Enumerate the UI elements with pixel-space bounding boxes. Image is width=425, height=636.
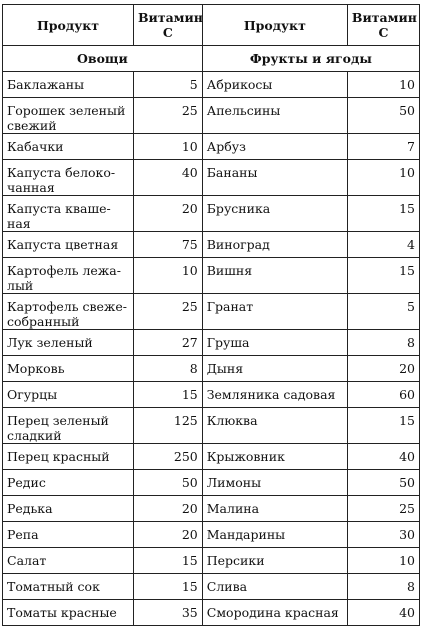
table-row [3,98,420,134]
vegetable-vitamin-c-cell: 15 [133,548,202,574]
fruit-vitamin-c-cell: 4 [347,232,419,258]
vegetable-name-cell: Морковь [3,356,134,382]
fruit-vitamin-c-cell: 7 [347,134,419,160]
fruit-vitamin-c-cell: 50 [347,470,419,496]
fruit-name-cell: Брусника [202,196,347,232]
vegetable-vitamin-c-cell: 15 [133,574,202,600]
vegetable-name-cell: Перец зеленый сладкий [3,408,134,444]
fruit-name-cell: Земляника садовая [202,382,347,408]
fruit-vitamin-c-cell: 50 [347,98,419,134]
table-row [3,496,420,522]
section-fruits-berries: Фрукты и ягоды [202,46,419,72]
fruit-vitamin-c-cell: 25 [347,496,419,522]
vegetable-name-cell: Огурцы [3,382,134,408]
vegetable-vitamin-c-cell: 40 [133,160,202,196]
vegetable-vitamin-c-cell: 75 [133,232,202,258]
fruit-vitamin-c-cell: 15 [347,408,419,444]
vegetable-vitamin-c-cell: 8 [133,356,202,382]
vegetable-name-cell: Редис [3,470,134,496]
table-row [3,470,420,496]
fruit-name-cell: Вишня [202,258,347,294]
fruit-vitamin-c-cell: 10 [347,72,419,98]
vegetable-vitamin-c-cell: 125 [133,408,202,444]
fruit-vitamin-c-cell: 60 [347,382,419,408]
vegetable-name-cell: Капуста белоко-чанная [3,160,134,196]
table-row [3,382,420,408]
fruit-name-cell: Слива [202,574,347,600]
vegetable-vitamin-c-cell: 20 [133,196,202,232]
vegetable-vitamin-c-cell: 25 [133,98,202,134]
vegetable-vitamin-c-cell: 20 [133,522,202,548]
fruit-name-cell: Клюква [202,408,347,444]
vegetable-name-cell: Репа [3,522,134,548]
vegetable-name-cell: Томаты красные [3,600,134,626]
fruit-name-cell: Бананы [202,160,347,196]
vegetable-name-cell: Салат [3,548,134,574]
fruit-vitamin-c-cell: 40 [347,600,419,626]
table-row [3,408,420,444]
fruit-vitamin-c-cell: 10 [347,548,419,574]
fruit-vitamin-c-cell: 30 [347,522,419,548]
vegetable-name-cell: Горошек зеленый свежий [3,98,134,134]
table-row [3,294,420,330]
table-row [3,548,420,574]
header-product-right: Продукт [202,5,347,46]
table-row [3,522,420,548]
table-row [3,72,420,98]
header-product-left: Продукт [3,5,134,46]
table-row [3,134,420,160]
fruit-name-cell: Апельсины [202,98,347,134]
fruit-vitamin-c-cell: 20 [347,356,419,382]
fruit-name-cell: Крыжовник [202,444,347,470]
table-row [3,196,420,232]
fruit-vitamin-c-cell: 15 [347,196,419,232]
vegetable-name-cell: Капуста цветная [3,232,134,258]
fruit-vitamin-c-cell: 5 [347,294,419,330]
header-vitamin-right: Витамин С [347,5,419,46]
vegetable-name-cell: Лук зеленый [3,330,134,356]
fruit-name-cell: Малина [202,496,347,522]
vegetable-vitamin-c-cell: 10 [133,134,202,160]
fruit-vitamin-c-cell: 10 [347,160,419,196]
fruit-name-cell: Мандарины [202,522,347,548]
vegetable-vitamin-c-cell: 250 [133,444,202,470]
table-row [3,574,420,600]
table-row [3,258,420,294]
vitamin-c-table [2,4,420,626]
vegetable-vitamin-c-cell: 25 [133,294,202,330]
table-row [3,232,420,258]
fruit-name-cell: Гранат [202,294,347,330]
table-header-row [3,5,420,46]
vegetable-vitamin-c-cell: 50 [133,470,202,496]
vegetable-vitamin-c-cell: 5 [133,72,202,98]
fruit-name-cell: Виноград [202,232,347,258]
vegetable-name-cell: Редька [3,496,134,522]
fruit-name-cell: Лимоны [202,470,347,496]
vegetable-vitamin-c-cell: 27 [133,330,202,356]
fruit-vitamin-c-cell: 15 [347,258,419,294]
table-row [3,330,420,356]
fruit-vitamin-c-cell: 8 [347,574,419,600]
vegetable-name-cell: Картофель свеже-собранный [3,294,134,330]
vegetable-name-cell: Капуста кваше-ная [3,196,134,232]
fruit-name-cell: Груша [202,330,347,356]
section-vegetables: Овощи [3,46,203,72]
fruit-vitamin-c-cell: 8 [347,330,419,356]
vegetable-vitamin-c-cell: 35 [133,600,202,626]
fruit-name-cell: Дыня [202,356,347,382]
fruit-name-cell: Смородина красная [202,600,347,626]
fruit-name-cell: Персики [202,548,347,574]
vegetable-name-cell: Томатный сок [3,574,134,600]
vegetable-name-cell: Кабачки [3,134,134,160]
fruit-vitamin-c-cell: 40 [347,444,419,470]
vegetable-vitamin-c-cell: 10 [133,258,202,294]
table-row [3,600,420,626]
vegetable-vitamin-c-cell: 15 [133,382,202,408]
table-row [3,444,420,470]
vegetable-name-cell: Баклажаны [3,72,134,98]
section-row [3,46,420,72]
fruit-name-cell: Абрикосы [202,72,347,98]
fruit-name-cell: Арбуз [202,134,347,160]
header-vitamin-left: Витамин С [133,5,202,46]
table-row [3,356,420,382]
table-row [3,160,420,196]
vegetable-name-cell: Картофель лежа-лый [3,258,134,294]
vegetable-name-cell: Перец красный [3,444,134,470]
vegetable-vitamin-c-cell: 20 [133,496,202,522]
